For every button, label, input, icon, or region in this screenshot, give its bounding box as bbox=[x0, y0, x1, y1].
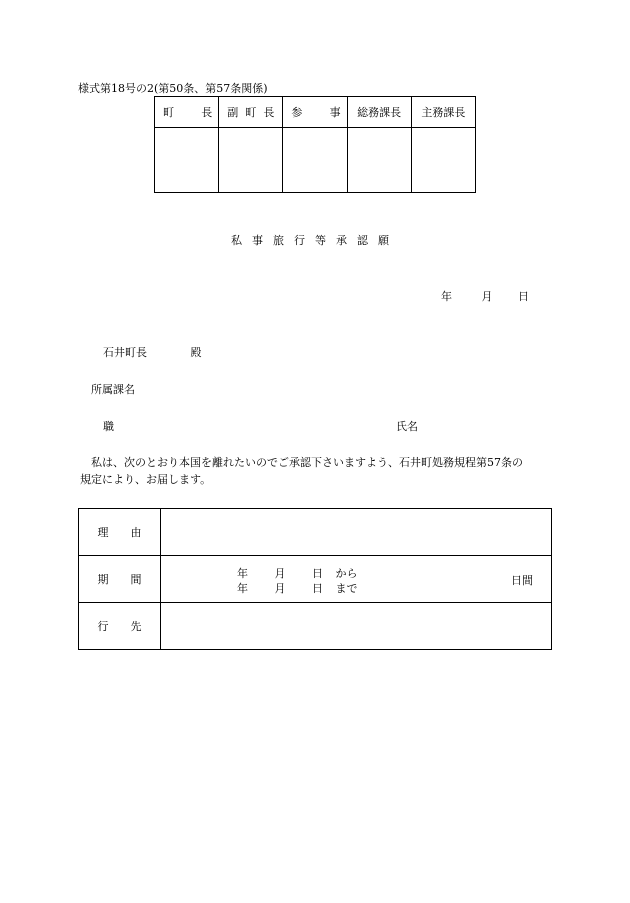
date-year-label: 年 bbox=[441, 290, 452, 303]
addressee bbox=[103, 344, 202, 360]
days-label: 日間 bbox=[511, 574, 533, 587]
period-to-day: 日 bbox=[312, 582, 323, 595]
period-from-month: 月 bbox=[274, 567, 286, 580]
approval-header-deputy-mayor bbox=[219, 97, 283, 128]
period-label-char2: 間 bbox=[130, 573, 142, 586]
period-from-year: 年 bbox=[237, 567, 248, 580]
reason-label-char2: 由 bbox=[130, 526, 142, 539]
destination-label-char2: 先 bbox=[130, 620, 142, 633]
request-text-line1: 私は、次のとおり本国を離れたいのでご承認下さいますよう、石井町処務規程第57条の bbox=[91, 456, 523, 469]
destination-field[interactable] bbox=[161, 603, 552, 650]
approval-stamp-box bbox=[283, 128, 347, 193]
position-label: 職 bbox=[103, 420, 114, 433]
period-from-suffix: から bbox=[335, 567, 358, 580]
approval-stamp-box bbox=[411, 128, 475, 193]
destination-label-char1: 行 bbox=[97, 620, 109, 633]
request-text-line2: 規定により、お届します。 bbox=[80, 473, 212, 486]
applicant-name-label: 氏名 bbox=[396, 420, 418, 433]
date-month-label: 月 bbox=[481, 290, 493, 303]
destination-row bbox=[79, 603, 552, 650]
approval-header-mayor-char2: 長 bbox=[201, 106, 213, 119]
approval-header-general-affairs-chief: 総務課長 bbox=[347, 97, 411, 128]
period-field[interactable] bbox=[161, 556, 552, 603]
reason-label-char1: 理 bbox=[97, 526, 109, 539]
approval-header-section-chief: 主務課長 bbox=[411, 97, 475, 128]
period-to-suffix: まで bbox=[335, 582, 358, 595]
approval-stamp-box bbox=[347, 128, 411, 193]
approval-header-deputy-char2: 町 bbox=[245, 106, 257, 119]
approval-stamp-table bbox=[154, 96, 476, 193]
period-label-char1: 期 bbox=[97, 573, 109, 586]
form-title: 私事旅行等承認願 bbox=[231, 234, 399, 247]
approval-header-deputy-char3: 長 bbox=[263, 106, 275, 119]
department-label: 所属課名 bbox=[91, 383, 135, 396]
addressee-honorific: 殿 bbox=[190, 346, 202, 359]
period-from-day: 日 bbox=[312, 567, 323, 580]
period-label bbox=[79, 556, 161, 603]
period-row bbox=[79, 556, 552, 603]
destination-label bbox=[79, 603, 161, 650]
date-line bbox=[441, 288, 529, 304]
form-number: 様式第18号の2(第50条、第57条関係) bbox=[78, 82, 268, 95]
reason-label bbox=[79, 509, 161, 556]
reason-field[interactable] bbox=[161, 509, 552, 556]
addressee-name: 石井町長 bbox=[103, 346, 147, 359]
approval-header-councilor-char1: 参 bbox=[291, 106, 303, 119]
approval-header-deputy-char1: 副 bbox=[227, 106, 239, 119]
period-to-month: 月 bbox=[274, 582, 286, 595]
period-to-year: 年 bbox=[237, 582, 248, 595]
date-day-label: 日 bbox=[518, 290, 529, 303]
approval-header-councilor-char2: 事 bbox=[329, 106, 341, 119]
period-from-line bbox=[237, 565, 358, 581]
approval-header-mayor-char1: 町 bbox=[163, 106, 174, 119]
period-to-line bbox=[237, 580, 358, 596]
approval-header-councilor bbox=[283, 97, 347, 128]
reason-row bbox=[79, 509, 552, 556]
travel-details-table bbox=[78, 508, 552, 650]
approval-header-mayor bbox=[155, 97, 219, 128]
approval-stamp-box bbox=[155, 128, 219, 193]
approval-stamp-box bbox=[219, 128, 283, 193]
